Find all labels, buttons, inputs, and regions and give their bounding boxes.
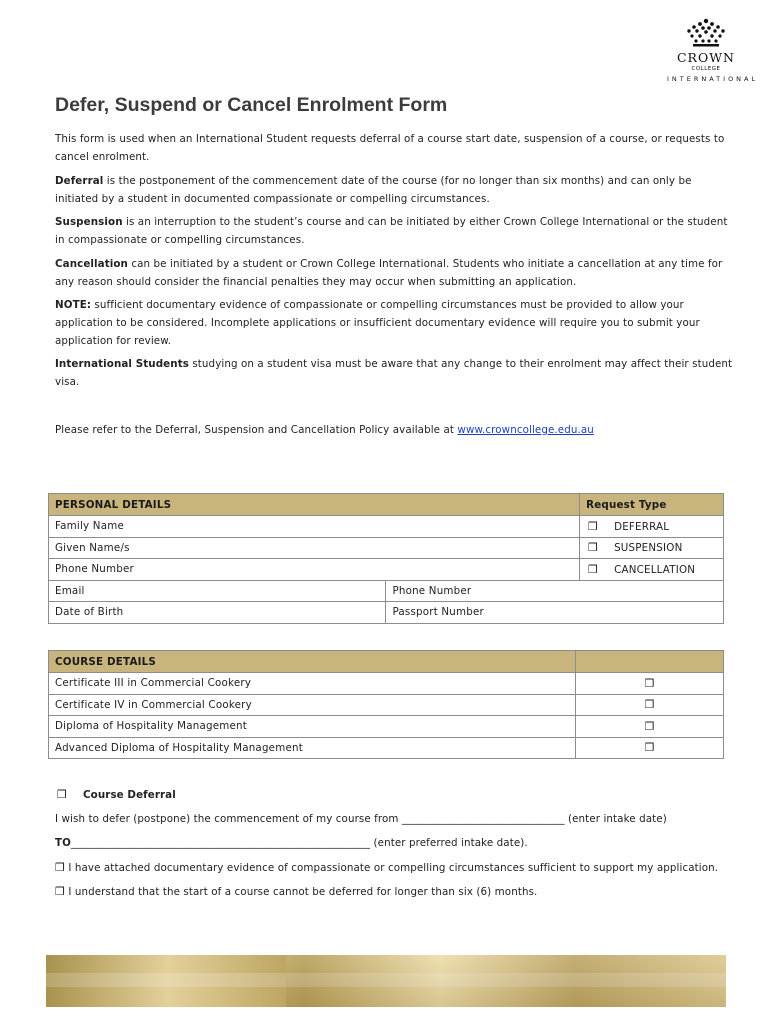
given-names-field[interactable] bbox=[49, 537, 580, 559]
gold-footer-band bbox=[46, 955, 726, 1007]
course-details-header-blank bbox=[576, 651, 724, 673]
deferral-text: is the postponement of the commencement date of the course (for no longer than six months) and can only be initiated by a student in documented compassionate or compelling circumstances. bbox=[55, 175, 692, 205]
deferral-to-line bbox=[55, 834, 735, 852]
personal-details-header: PERSONAL DETAILS bbox=[49, 494, 580, 516]
note-text: sufficient documentary evidence of compassionate or compelling circumstances must be provided to allow your application to be considered. Incomplete applications or insufficient documentary evidence will require you to submit your application for review. bbox=[55, 299, 700, 347]
evidence-check-line bbox=[55, 859, 735, 877]
checkbox-icon[interactable]: ❒ bbox=[644, 698, 655, 712]
request-type-header: Request Type bbox=[580, 494, 724, 516]
cancellation-text: can be initiated by a student or Crown College International. Students who initiate a cancellation at any time for any reason should consider the financial penalties they may occur when submitting an application. bbox=[55, 258, 723, 288]
checkbox-icon[interactable]: ❒ bbox=[588, 562, 599, 576]
checkbox-icon[interactable]: ❒ bbox=[57, 788, 67, 801]
course-item-label: Certificate III in Commercial Cookery bbox=[49, 673, 576, 695]
checkbox-icon[interactable]: ❒ bbox=[644, 719, 655, 733]
intro-paragraph bbox=[55, 130, 735, 166]
intro-text: This form is used when an International Student requests deferral of a course start date, suspension of a course, or requests to cancel enrolment. bbox=[55, 133, 725, 163]
course-details-table bbox=[48, 650, 724, 759]
request-suspension-label: SUSPENSION bbox=[614, 542, 683, 555]
checkbox-icon[interactable]: ❒ bbox=[55, 885, 65, 898]
suspension-term: Suspension bbox=[55, 216, 123, 228]
table-row bbox=[49, 737, 724, 759]
course-item-checkbox-cell[interactable] bbox=[576, 716, 724, 738]
checkbox-icon[interactable]: ❒ bbox=[588, 519, 599, 533]
dob-label: Date of Birth bbox=[55, 606, 124, 619]
checkbox-icon[interactable]: ❒ bbox=[55, 861, 65, 874]
suspension-paragraph bbox=[55, 213, 735, 249]
phone-number-label: Phone Number bbox=[55, 563, 134, 576]
table-row bbox=[49, 559, 724, 581]
request-deferral-option[interactable] bbox=[580, 516, 724, 538]
checkbox-icon[interactable]: ❒ bbox=[588, 541, 599, 555]
course-item-checkbox-cell[interactable] bbox=[576, 694, 724, 716]
passport-label: Passport Number bbox=[392, 606, 484, 619]
evidence-check-text: I have attached documentary evidence of compassionate or compelling circumstances sufficient to support my application. bbox=[68, 862, 719, 874]
table-row bbox=[49, 537, 724, 559]
understand-check-line bbox=[55, 883, 735, 901]
table-row bbox=[49, 716, 724, 738]
personal-details-header-row bbox=[49, 494, 724, 516]
course-item-label: Advanced Diploma of Hospitality Management bbox=[49, 737, 576, 759]
gold-footer-shade bbox=[286, 955, 726, 1007]
deferral-to-label: TO bbox=[55, 837, 71, 849]
deferral-to-text: _________________________________________________________ (enter preferred intake date). bbox=[70, 837, 528, 849]
policy-paragraph bbox=[55, 421, 735, 439]
request-cancellation-option[interactable] bbox=[580, 559, 724, 581]
dob-field[interactable] bbox=[49, 602, 386, 624]
family-name-field[interactable] bbox=[49, 516, 580, 538]
phone-number-2-field[interactable] bbox=[386, 580, 724, 602]
course-details-header: COURSE DETAILS bbox=[49, 651, 576, 673]
logo-word-crown: CROWN bbox=[676, 50, 735, 65]
understand-check-text: I understand that the start of a course cannot be deferred for longer than six (6) months. bbox=[68, 886, 538, 898]
page-title: Defer, Suspend or Cancel Enrolment Form bbox=[55, 94, 448, 116]
course-item-label: Diploma of Hospitality Management bbox=[49, 716, 576, 738]
logo-word-college: COLLEGE bbox=[691, 66, 721, 72]
passport-field[interactable] bbox=[386, 602, 724, 624]
note-term: NOTE: bbox=[55, 299, 92, 311]
course-item-checkbox-cell[interactable] bbox=[576, 737, 724, 759]
cancellation-paragraph bbox=[55, 255, 735, 291]
crown-college-logo bbox=[667, 18, 759, 83]
email-field[interactable] bbox=[49, 580, 386, 602]
note-paragraph bbox=[55, 296, 735, 350]
table-row bbox=[49, 602, 724, 624]
international-paragraph bbox=[55, 355, 735, 391]
policy-text: Please refer to the Deferral, Suspension and Cancellation Policy available at bbox=[55, 424, 458, 436]
course-deferral-heading-row bbox=[55, 786, 735, 804]
logo-word-international: INTERNATIONAL bbox=[667, 75, 759, 83]
deferral-from-text: I wish to defer (postpone) the commencement of my course from _______________________________ (enter intake date) bbox=[55, 813, 667, 825]
deferral-term: Deferral bbox=[55, 175, 104, 187]
email-label: Email bbox=[55, 584, 85, 597]
given-names-label: Given Name/s bbox=[55, 541, 130, 554]
table-row bbox=[49, 516, 724, 538]
course-item-checkbox-cell[interactable] bbox=[576, 673, 724, 695]
course-item-label: Certificate IV in Commercial Cookery bbox=[49, 694, 576, 716]
personal-details-table bbox=[48, 493, 724, 624]
crown-icon bbox=[684, 18, 728, 48]
policy-link[interactable]: www.crowncollege.edu.au bbox=[457, 424, 594, 436]
deferral-from-line bbox=[55, 810, 735, 828]
request-cancellation-label: CANCELLATION bbox=[614, 563, 696, 576]
international-text: studying on a student visa must be aware that any change to their enrolment may affect their student visa. bbox=[55, 358, 733, 388]
family-name-label: Family Name bbox=[55, 520, 124, 533]
table-row bbox=[49, 694, 724, 716]
international-term: International Students bbox=[55, 358, 189, 370]
table-row bbox=[49, 673, 724, 695]
phone-number-field[interactable] bbox=[49, 559, 580, 581]
deferral-paragraph bbox=[55, 172, 735, 208]
checkbox-icon[interactable]: ❒ bbox=[644, 741, 655, 755]
request-suspension-option[interactable] bbox=[580, 537, 724, 559]
course-deferral-heading: Course Deferral bbox=[83, 789, 176, 801]
request-deferral-label: DEFERRAL bbox=[614, 520, 670, 533]
cancellation-term: Cancellation bbox=[55, 258, 128, 270]
phone-number-2-label: Phone Number bbox=[392, 584, 472, 597]
course-details-header-row bbox=[49, 651, 724, 673]
checkbox-icon[interactable]: ❒ bbox=[644, 676, 655, 690]
suspension-text: is an interruption to the student’s course and can be initiated by either Crown College International or the student in compassionate or compelling circumstances. bbox=[55, 216, 728, 246]
table-row bbox=[49, 580, 724, 602]
